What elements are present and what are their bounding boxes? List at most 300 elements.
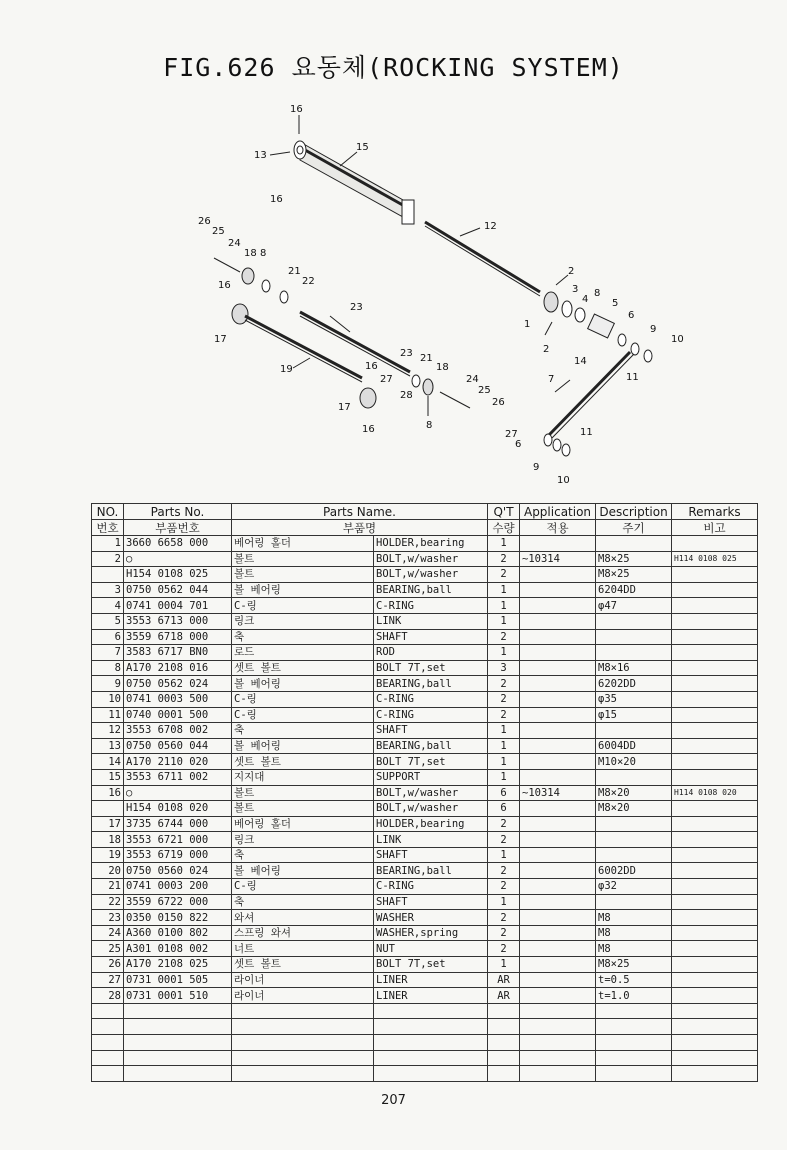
callout-28: 28: [400, 390, 413, 401]
callout-16-mid: 16: [365, 361, 378, 372]
empty-cell: [232, 1035, 374, 1051]
cell-application: [520, 941, 596, 957]
callout-10-right: 10: [671, 334, 684, 345]
empty-cell: [520, 1050, 596, 1066]
cell-remarks: [672, 598, 758, 614]
cell-qty: 1: [488, 645, 520, 661]
cell-parts-no: 3559 6722 000: [124, 894, 232, 910]
empty-cell: [124, 1019, 232, 1035]
callout-16-b: 16: [270, 194, 283, 205]
cell-qty: 1: [488, 598, 520, 614]
empty-cell: [124, 1003, 232, 1019]
cell-name-kr: 로드: [232, 645, 374, 661]
table-row: [92, 816, 758, 832]
cell-name-kr: 볼트: [232, 567, 374, 583]
callout-10-bottom: 10: [557, 475, 570, 486]
cell-qty: 2: [488, 629, 520, 645]
cell-no: 8: [92, 660, 124, 676]
header-no-kr: 번호: [92, 520, 124, 536]
cell-remarks: [672, 801, 758, 817]
table-row: [92, 957, 758, 973]
callout-3: 3: [572, 284, 579, 295]
cell-description: M8: [596, 941, 672, 957]
empty-cell: [374, 1035, 488, 1051]
cell-parts-no: 3553 6708 002: [124, 723, 232, 739]
page-title: FIG.626 요동체(ROCKING SYSTEM): [163, 53, 624, 82]
cell-name-en: C-RING: [374, 691, 488, 707]
cell-application: [520, 910, 596, 926]
cell-parts-no: 0750 0562 024: [124, 676, 232, 692]
empty-cell: [92, 1050, 124, 1066]
cell-description: M8×25: [596, 551, 672, 567]
cell-name-kr: 라이너: [232, 988, 374, 1004]
empty-table-row: [92, 1035, 758, 1051]
cell-application: [520, 863, 596, 879]
cell-qty: 1: [488, 613, 520, 629]
cell-qty: 2: [488, 879, 520, 895]
callout-17-left: 17: [214, 334, 227, 345]
table-row: [92, 613, 758, 629]
cell-remarks: [672, 707, 758, 723]
empty-cell: [124, 1035, 232, 1051]
cell-remarks: H114 0108 025: [672, 551, 758, 567]
empty-table-row: [92, 1050, 758, 1066]
cell-description: [596, 847, 672, 863]
cell-no: 16: [92, 785, 124, 801]
callout-7: 7: [548, 374, 555, 385]
empty-cell: [374, 1050, 488, 1066]
cell-no: 12: [92, 723, 124, 739]
cell-no: 9: [92, 676, 124, 692]
cell-name-kr: 셋트 볼트: [232, 754, 374, 770]
header-application-kr: 적용: [520, 520, 596, 536]
cell-description: [596, 645, 672, 661]
cell-name-kr: 셋트 볼트: [232, 660, 374, 676]
empty-table-row: [92, 1019, 758, 1035]
callout-21-top: 22: [302, 276, 315, 287]
empty-cell: [596, 1003, 672, 1019]
cell-qty: 2: [488, 910, 520, 926]
cell-qty: 6: [488, 801, 520, 817]
cell-name-kr: 축: [232, 629, 374, 645]
cell-no: 26: [92, 957, 124, 973]
cell-no: [92, 567, 124, 583]
callout-20-top: 21: [288, 266, 301, 277]
table-row: [92, 738, 758, 754]
cell-no: 23: [92, 910, 124, 926]
empty-cell: [374, 1019, 488, 1035]
cell-no: 2: [92, 551, 124, 567]
cell-parts-no: 0741 0004 701: [124, 598, 232, 614]
empty-cell: [92, 1066, 124, 1082]
empty-cell: [374, 1003, 488, 1019]
cell-no: 28: [92, 988, 124, 1004]
cell-parts-no: A360 0100 802: [124, 925, 232, 941]
table-row: [92, 551, 758, 567]
empty-cell: [124, 1050, 232, 1066]
cell-parts-no: 0740 0001 500: [124, 707, 232, 723]
cell-name-kr: 링크: [232, 613, 374, 629]
table-row: [92, 660, 758, 676]
cell-qty: 1: [488, 769, 520, 785]
empty-cell: [520, 1035, 596, 1051]
cell-qty: 1: [488, 738, 520, 754]
cell-parts-no: 3559 6718 000: [124, 629, 232, 645]
table-row: [92, 785, 758, 801]
cell-remarks: [672, 691, 758, 707]
cell-qty: 3: [488, 660, 520, 676]
cell-no: 3: [92, 582, 124, 598]
empty-cell: [520, 1003, 596, 1019]
table-row: [92, 832, 758, 848]
cell-qty: 1: [488, 723, 520, 739]
cell-description: M8×25: [596, 567, 672, 583]
cell-name-en: NUT: [374, 941, 488, 957]
cell-parts-no: 0731 0001 510: [124, 988, 232, 1004]
cell-name-en: BOLT,w/washer: [374, 801, 488, 817]
callout-16-bottom: 16: [362, 424, 375, 435]
cell-qty: 2: [488, 707, 520, 723]
cell-remarks: [672, 925, 758, 941]
cell-remarks: [672, 567, 758, 583]
header-remarks: Remarks: [672, 504, 758, 520]
cell-name-en: SHAFT: [374, 894, 488, 910]
cell-description: M8×20: [596, 785, 672, 801]
cell-name-kr: 볼트: [232, 785, 374, 801]
cell-name-kr: 지지대: [232, 769, 374, 785]
cell-parts-no: ○: [124, 551, 232, 567]
cell-parts-no: 3553 6711 002: [124, 769, 232, 785]
table-row: [92, 879, 758, 895]
cell-qty: 1: [488, 582, 520, 598]
cell-parts-no: A301 0108 002: [124, 941, 232, 957]
callout-23-top: 24: [228, 238, 241, 249]
header-qty-kr: 수량: [488, 520, 520, 536]
empty-cell: [520, 1066, 596, 1082]
callout-9-bottom: 9: [533, 462, 540, 473]
cell-remarks: [672, 645, 758, 661]
cell-application: [520, 660, 596, 676]
empty-cell: [488, 1066, 520, 1082]
table-row: [92, 863, 758, 879]
table-row: [92, 676, 758, 692]
empty-cell: [672, 1035, 758, 1051]
cell-no: 13: [92, 738, 124, 754]
callout-24-bottom: 25: [478, 385, 491, 396]
cell-description: t=0.5: [596, 972, 672, 988]
page-number: 207: [381, 1093, 406, 1108]
empty-cell: [520, 1019, 596, 1035]
cell-name-en: BEARING,ball: [374, 676, 488, 692]
empty-cell: [596, 1050, 672, 1066]
callout-9-right: 9: [650, 324, 657, 335]
table-row: [92, 769, 758, 785]
cell-no: 19: [92, 847, 124, 863]
cell-remarks: [672, 910, 758, 926]
cell-remarks: [672, 832, 758, 848]
cell-no: 1: [92, 536, 124, 552]
table-row: [92, 972, 758, 988]
cell-name-en: LINER: [374, 988, 488, 1004]
callout-15: 15: [356, 142, 369, 153]
cell-parts-no: H154 0108 025: [124, 567, 232, 583]
empty-cell: [232, 1003, 374, 1019]
cell-name-kr: 와셔: [232, 910, 374, 926]
cell-name-en: BOLT,w/washer: [374, 567, 488, 583]
cell-description: M8×16: [596, 660, 672, 676]
cell-qty: 1: [488, 957, 520, 973]
table-row: [92, 754, 758, 770]
table-row: [92, 723, 758, 739]
cell-application: [520, 972, 596, 988]
callout-18-top: 18: [244, 248, 257, 259]
cell-no: 6: [92, 629, 124, 645]
header-remarks-kr: 비고: [672, 520, 758, 536]
cell-name-en: SHAFT: [374, 629, 488, 645]
cell-parts-no: 0750 0560 024: [124, 863, 232, 879]
cell-remarks: [672, 769, 758, 785]
cell-name-en: BEARING,ball: [374, 863, 488, 879]
cell-qty: 2: [488, 567, 520, 583]
cell-remarks: [672, 613, 758, 629]
empty-cell: [488, 1003, 520, 1019]
callout-16-top: 16: [290, 104, 303, 115]
cell-application: [520, 988, 596, 1004]
header-parts-no: Parts No.: [124, 504, 232, 520]
callout-11-right: 11: [626, 372, 639, 383]
table-row: [92, 910, 758, 926]
cell-application: [520, 645, 596, 661]
cell-no: 20: [92, 863, 124, 879]
cell-application: [520, 598, 596, 614]
cell-description: [596, 769, 672, 785]
cell-description: φ35: [596, 691, 672, 707]
table-row: [92, 567, 758, 583]
cell-remarks: [672, 972, 758, 988]
cell-name-en: SHAFT: [374, 723, 488, 739]
cell-remarks: [672, 816, 758, 832]
empty-cell: [92, 1019, 124, 1035]
cell-parts-no: 0350 0150 822: [124, 910, 232, 926]
cell-name-en: BEARING,ball: [374, 582, 488, 598]
cell-description: φ47: [596, 598, 672, 614]
cell-name-kr: C-링: [232, 691, 374, 707]
cell-description: M8: [596, 910, 672, 926]
table-row: [92, 801, 758, 817]
cell-description: M8×25: [596, 957, 672, 973]
empty-cell: [596, 1019, 672, 1035]
callout-23-bottom: 24: [466, 374, 479, 385]
cell-application: [520, 816, 596, 832]
callout-6-bottom: 6: [515, 439, 522, 450]
empty-cell: [124, 1066, 232, 1082]
cell-name-kr: 너트: [232, 941, 374, 957]
cell-qty: 2: [488, 551, 520, 567]
empty-cell: [232, 1066, 374, 1082]
cell-parts-no: 3735 6744 000: [124, 816, 232, 832]
cell-name-kr: 축: [232, 894, 374, 910]
cell-description: 6004DD: [596, 738, 672, 754]
cell-application: [520, 723, 596, 739]
cell-qty: 1: [488, 536, 520, 552]
callout-13: 13: [254, 150, 267, 161]
cell-name-kr: 베어링 홀더: [232, 536, 374, 552]
empty-cell: [596, 1035, 672, 1051]
cell-name-kr: 축: [232, 723, 374, 739]
cell-parts-no: 0750 0560 044: [124, 738, 232, 754]
empty-table-row: [92, 1003, 758, 1019]
cell-remarks: [672, 582, 758, 598]
table-row: [92, 941, 758, 957]
empty-cell: [232, 1019, 374, 1035]
empty-cell: [92, 1035, 124, 1051]
cell-remarks: [672, 536, 758, 552]
cell-parts-no: 0731 0001 505: [124, 972, 232, 988]
cell-name-kr: 볼 베어링: [232, 676, 374, 692]
cell-qty: 2: [488, 925, 520, 941]
header-parts-name: Parts Name.: [232, 504, 488, 520]
table-row: [92, 629, 758, 645]
cell-name-kr: 볼 베어링: [232, 863, 374, 879]
table-row: [92, 536, 758, 552]
cell-name-en: LINK: [374, 613, 488, 629]
cell-name-kr: 셋트 볼트: [232, 957, 374, 973]
table-row: [92, 847, 758, 863]
cell-name-en: ROD: [374, 645, 488, 661]
empty-cell: [672, 1066, 758, 1082]
cell-qty: 2: [488, 676, 520, 692]
cell-remarks: [672, 629, 758, 645]
cell-parts-no: 3553 6721 000: [124, 832, 232, 848]
cell-qty: 2: [488, 832, 520, 848]
cell-remarks: H114 0108 020: [672, 785, 758, 801]
cell-description: 6002DD: [596, 863, 672, 879]
cell-application: [520, 691, 596, 707]
cell-name-kr: C-링: [232, 879, 374, 895]
parts-table-body: [92, 536, 758, 1082]
cell-no: 21: [92, 879, 124, 895]
cell-name-en: BOLT 7T,set: [374, 660, 488, 676]
cell-application: ~10314: [520, 785, 596, 801]
callout-25-bottom: 26: [492, 397, 505, 408]
cell-description: [596, 536, 672, 552]
cell-remarks: [672, 988, 758, 1004]
cell-remarks: [672, 957, 758, 973]
cell-parts-no: ○: [124, 785, 232, 801]
callout-20-bottom: 21: [420, 353, 433, 364]
table-row: [92, 988, 758, 1004]
cell-qty: 1: [488, 894, 520, 910]
cell-name-en: HOLDER,bearing: [374, 536, 488, 552]
cell-remarks: [672, 660, 758, 676]
callout-18-bottom: 18: [436, 362, 449, 373]
cell-application: [520, 567, 596, 583]
header-parts-name-kr: 부품명: [232, 520, 488, 536]
cell-name-kr: 축: [232, 847, 374, 863]
cell-name-en: C-RING: [374, 879, 488, 895]
table-row: [92, 582, 758, 598]
cell-parts-no: 3583 6717 BN0: [124, 645, 232, 661]
callout-8-top: 8: [260, 248, 267, 259]
cell-parts-no: 0741 0003 500: [124, 691, 232, 707]
cell-name-kr: C-링: [232, 598, 374, 614]
cell-name-en: LINK: [374, 832, 488, 848]
cell-description: [596, 816, 672, 832]
cell-application: [520, 676, 596, 692]
cell-name-kr: 볼트: [232, 551, 374, 567]
cell-no: 10: [92, 691, 124, 707]
cell-description: [596, 613, 672, 629]
empty-cell: [672, 1003, 758, 1019]
cell-no: 22: [92, 894, 124, 910]
callout-2-bottom: 2: [543, 344, 550, 355]
header-qty: Q'T: [488, 504, 520, 520]
cell-description: t=1.0: [596, 988, 672, 1004]
cell-description: [596, 832, 672, 848]
cell-name-en: WASHER,spring: [374, 925, 488, 941]
callout-16-left: 16: [218, 280, 231, 291]
cell-application: [520, 847, 596, 863]
cell-no: 14: [92, 754, 124, 770]
empty-cell: [488, 1019, 520, 1035]
cell-no: 17: [92, 816, 124, 832]
cell-name-en: BOLT,w/washer: [374, 551, 488, 567]
cell-qty: 1: [488, 754, 520, 770]
callout-17-bottom: 17: [338, 402, 351, 413]
cell-no: 27: [92, 972, 124, 988]
cell-qty: 2: [488, 941, 520, 957]
cell-remarks: [672, 723, 758, 739]
cell-application: [520, 925, 596, 941]
empty-table-row: [92, 1066, 758, 1082]
cell-no: 15: [92, 769, 124, 785]
cell-name-kr: C-링: [232, 707, 374, 723]
cell-parts-no: H154 0108 020: [124, 801, 232, 817]
callout-19: 19: [280, 364, 293, 375]
cell-remarks: [672, 754, 758, 770]
cell-application: [520, 894, 596, 910]
cell-no: 4: [92, 598, 124, 614]
callout-8-right: 8: [594, 288, 601, 299]
cell-description: φ15: [596, 707, 672, 723]
cell-description: M8: [596, 925, 672, 941]
cell-qty: 1: [488, 847, 520, 863]
header-application: Application: [520, 504, 596, 520]
table-row: [92, 707, 758, 723]
cell-qty: 2: [488, 691, 520, 707]
cell-name-en: BOLT 7T,set: [374, 754, 488, 770]
cell-name-en: C-RING: [374, 707, 488, 723]
callout-26: 27: [505, 429, 518, 440]
cell-name-en: SUPPORT: [374, 769, 488, 785]
header-description: Description: [596, 504, 672, 520]
cell-remarks: [672, 738, 758, 754]
cell-parts-no: A170 2108 025: [124, 957, 232, 973]
cell-name-kr: 스프링 와셔: [232, 925, 374, 941]
cell-description: 6204DD: [596, 582, 672, 598]
parts-list-table: [91, 503, 758, 1082]
cell-application: [520, 582, 596, 598]
callout-14: 14: [574, 356, 587, 367]
cell-qty: 2: [488, 816, 520, 832]
callout-4: 4: [582, 294, 589, 305]
cell-remarks: [672, 894, 758, 910]
empty-cell: [596, 1066, 672, 1082]
cell-description: [596, 629, 672, 645]
cell-application: [520, 613, 596, 629]
cell-no: [92, 801, 124, 817]
table-row: [92, 691, 758, 707]
